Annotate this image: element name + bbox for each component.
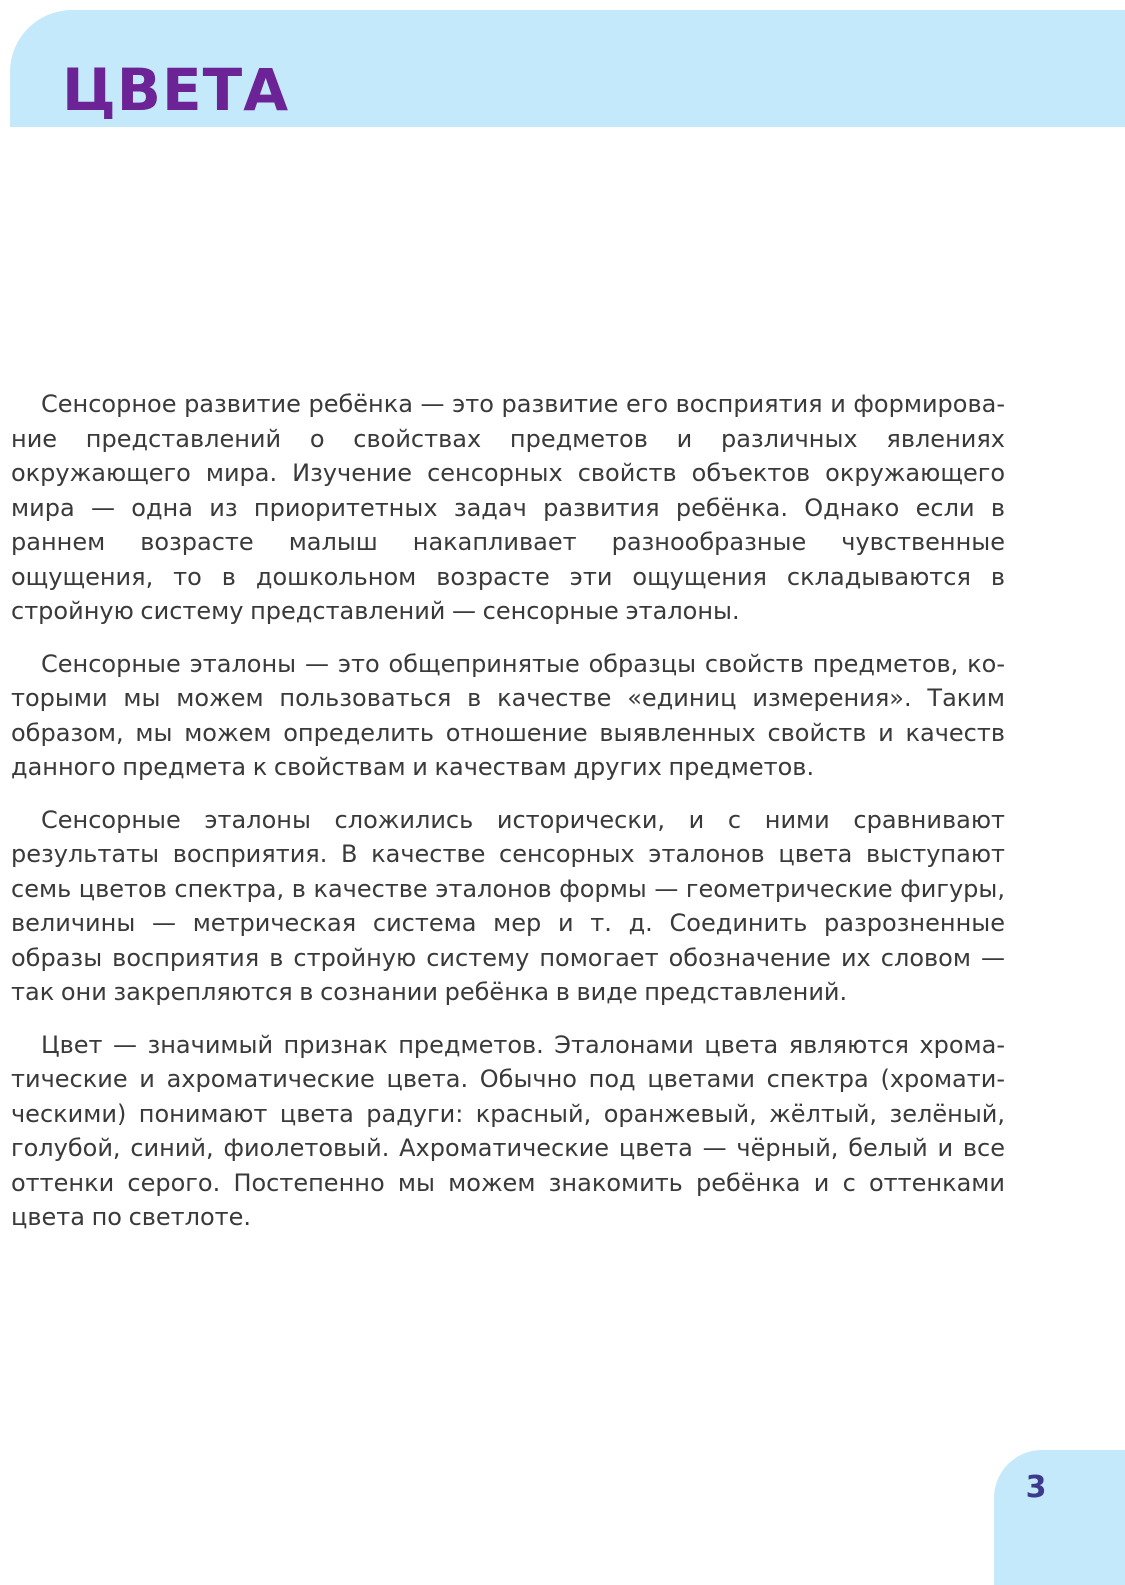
paragraph-sensory-development: Сенсорное развитие ребёнка — это развитие его восприятия и формирование представлений о свойствах предметов и различных явлениях окружающего мира. Изучение сенсорных свойств объектов окружающего мира — одна из приоритетных задач развития ребёнка. Однако если в раннем возрасте малыш накапливает разнообразные чувственные ощущения, то в дошкольном возрасте эти ощущения складываются в стройную систему представлений — сенсорные эталоны. bbox=[11, 390, 1005, 625]
page-number: 3 bbox=[1025, 1470, 1047, 1505]
paragraph-historical-standards: Сенсорные эталоны сложились исторически, и с ними сравнивают результаты восприятия. В качестве сенсорных эталонов цвета выступают семь цветов спектра, в качестве эталонов формы — геометрические фигуры, величины — метрическая система мер и т. д. Соединить разрозненные образы восприятия в стройную систему помогает обозначение их словом — так они закрепляются в сознании ребёнка в виде представлений. bbox=[11, 805, 1005, 1006]
page-title: ЦВЕТА bbox=[62, 56, 290, 124]
paragraph-sensory-standards: Сенсорные эталоны — это общепринятые образцы свойств предметов, которыми мы можем пользоваться в качестве «единиц измерения». Таким образом, мы можем определить отношение выявленных свойств и качеств данного предмета к свойствам и качествам других предметов. bbox=[11, 649, 1005, 781]
body-text bbox=[11, 387, 1005, 1253]
page-number-tab bbox=[994, 1450, 1125, 1585]
paragraph-color: Цвет — значимый признак предметов. Эталонами цвета являются хроматические и ахроматические цвета. Обычно под цветами спектра (хроматическими) понимают цвета радуги: красный, оранжевый, жёлтый, зелёный, голубой, синий, фиолетовый. Ахроматические цвета — чёрный, белый и все оттенки серого. Постепенно мы можем знакомить ребёнка и с оттенками цвета по светлоте. bbox=[11, 1030, 1005, 1231]
